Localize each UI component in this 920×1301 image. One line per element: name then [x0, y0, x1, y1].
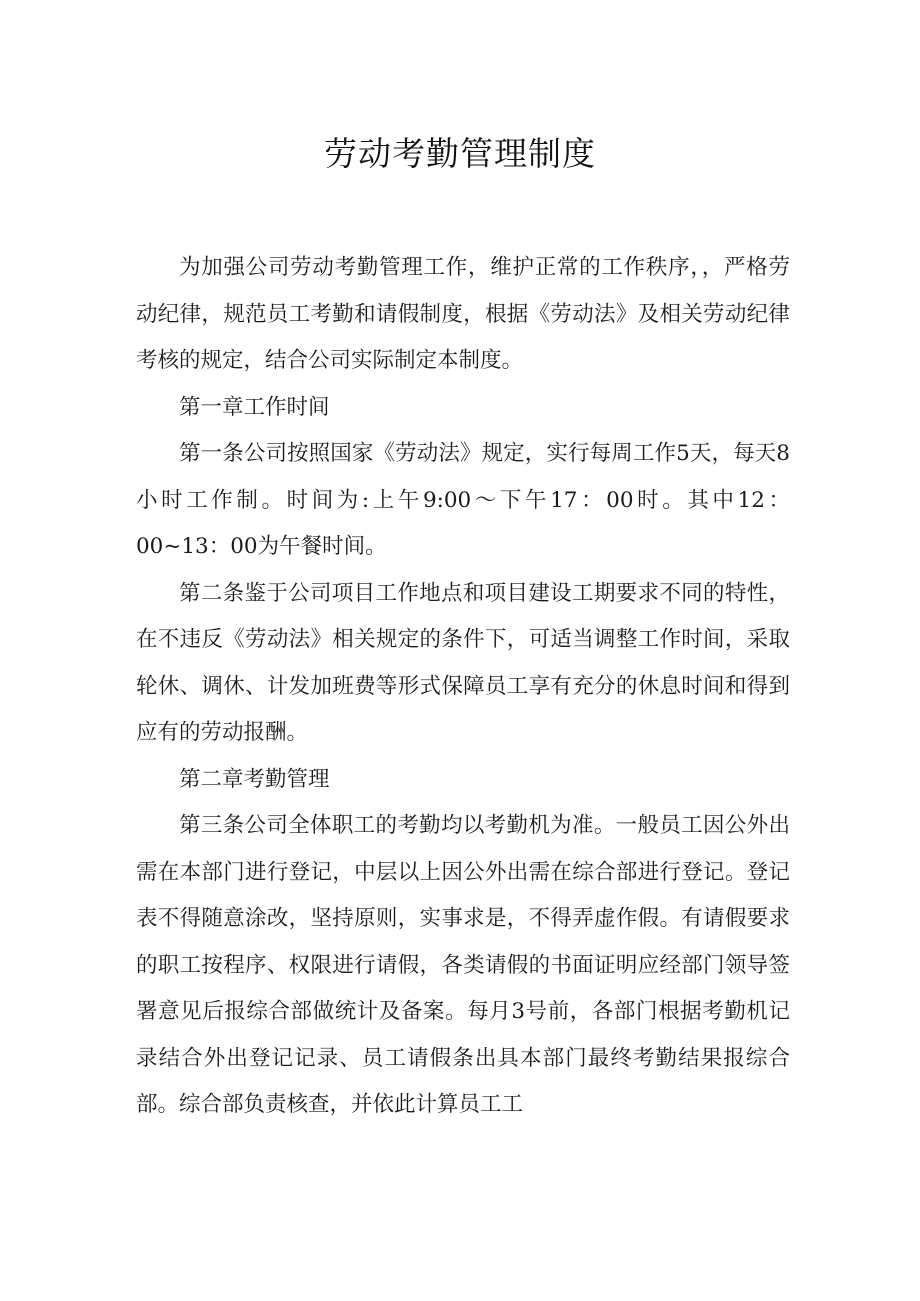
document-title: 劳动考勤管理制度 [324, 134, 596, 173]
article-paragraph: 第二条鉴于公司项目工作地点和项目建设工期要求不同的特性，在不违反《劳动法》相关规定的条件下，可适当调整工作时间，采取轮休、调休、计发加班费等形式保障员工享有充分的休息时间和得到应有的劳动报酬。 [136, 580, 790, 745]
intro-paragraph: 为加强公司劳动考勤管理工作，维护正常的工作秩序，，严格劳动纪律，规范员工考勤和请假制度，根据《劳动法》及相关劳动纪律考核的规定，结合公司实际制定本制度。 [136, 255, 790, 373]
chapter-heading: 第一章工作时间 [179, 394, 330, 420]
document-body [136, 245, 790, 1129]
article-paragraph: 第一条公司按照国家《劳动法》规定，实行每周工作5天，每天8小时工作制。时间为:上午9:00～下午17：00时。其中12：00~13：00为午餐时间。 [136, 441, 790, 559]
chapter-heading: 第二章考勤管理 [179, 766, 330, 792]
article-paragraph: 第三条公司全体职工的考勤均以考勤机为准。一般员工因公外出需在本部门进行登记，中层以上因公外出需在综合部进行登记。登记表不得随意涂改，坚持原则，实事求是，不得弄虚作假。有请假要求的职工按程序、权限进行请假，各类请假的书面证明应经部门领导签署意见后报综合部做统计及备案。每月3号前，各部门根据考勤机记录结合外出登记记录、员工请假条出具本部门最终考勤结果报综合部。综合部负责核查，并依此计算员工工 [136, 813, 790, 1117]
